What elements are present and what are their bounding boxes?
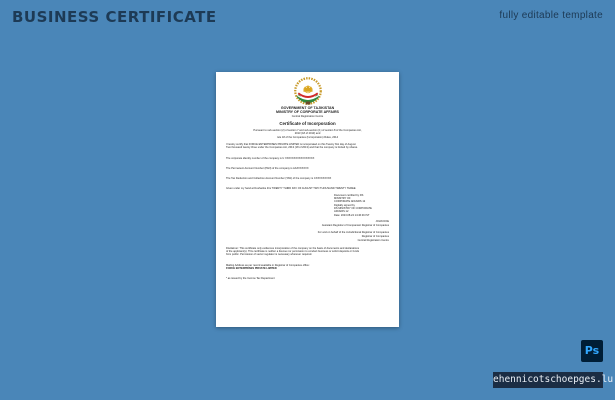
- ministry-line: MINISTRY OF CORPORATE AFFAIRS: [276, 110, 339, 115]
- digital-signature-block: [334, 194, 389, 217]
- page-subtitle: fully editable template: [499, 10, 603, 21]
- signature-line-6: AFFAIRS 12: [334, 210, 349, 214]
- pursuant-line-2: 2013 (18 of 2013) and: [294, 132, 321, 136]
- signature-line-1: Document certified by DS: [334, 193, 364, 197]
- issued-note: * as issued by the Income Tax Department: [226, 277, 275, 281]
- signature-line-3: CORPORATE AFFAIRS 12: [334, 200, 366, 204]
- disclaimer-line-3: from public. Permission of sector regulator is necessary wherever required.: [226, 253, 313, 257]
- mailing-line-1: Mailing Address as per record available in Registrar of Companies office:: [226, 263, 310, 267]
- behalf-line-3: Central Registration Centre: [357, 239, 389, 243]
- pan-line: The Permanent Account Number (PAN) of the company is AAXXXXXXX: [226, 166, 309, 170]
- cin-line: The corporate identity number of the company is U XXXXXXXXXXXXXXXXX: [226, 156, 315, 160]
- certificate-heading: Certificate of Incorporation: [279, 121, 336, 127]
- page-title: BUSINESS CERTIFICATE: [12, 8, 217, 26]
- hereby-line-2: Two thousand twenty three under the Companies Act, 2013 (18 of 2013) and that the company is limited by shares.: [226, 146, 358, 150]
- certificate-document: [216, 72, 399, 327]
- hereby-line-1: I hereby certify that FORCE ENTERPRISES PRIVATE LIMITED is incorporated on this Twenty first day of August: [226, 143, 356, 146]
- mailing-company: FORCE ENTERPRISES PRIVATE LIMITED: [226, 267, 277, 271]
- given-line: Given under my hand at Dushanbe this TWENTY THIRD DAY OF AUGUST TWO THOUSAND TWENTY THREE: [226, 187, 356, 191]
- watermark-badge: ehennicotschoepges.lu: [493, 372, 603, 388]
- signature-line-2: MINISTRY OF: [334, 197, 351, 201]
- pursuant-line-3: rule 18 of the Companies (Incorporation) Rules, 2014: [276, 135, 339, 139]
- pursuant-line-1: Pursuant to sub-section (2) of section 7 and sub-section (1) of section 8 of the Companies Act,: [253, 129, 362, 133]
- signature-line-5: DS MINISTRY OF CORPORATE: [334, 206, 372, 210]
- government-line: GOVERNMENT OF TAJIKISTAN: [280, 106, 335, 110]
- tajikistan-coat-of-arms-icon: [293, 76, 323, 106]
- disclaimer-line-2: of the applicant(s). This certificate is neither a license nor permission to conduct business or solicit deposits or funds: [226, 250, 360, 254]
- signature-line-7: Date: 2023.08.24 14:46:46 IST: [334, 213, 370, 217]
- signature-line-4: Digitally signed by: [334, 203, 355, 207]
- signatory-name: JOHN DOE: [375, 219, 389, 223]
- signatory-title: Assistant Registrar of Companies/ Registrar of Companies: [321, 223, 389, 227]
- photoshop-icon: Ps: [581, 340, 603, 362]
- registration-centre: Central Registration Centre: [291, 114, 324, 118]
- tan-line: The Tax Deduction and Collection Account Number (TAN) of the company is CXXXXXXXXX: [226, 177, 332, 181]
- behalf-line-2: Registrar of Companies: [361, 235, 389, 239]
- disclaimer-line-1: Disclaimer: This certificate only evidences incorporation of the company on the basis of documents and declarations: [226, 246, 360, 250]
- behalf-line-1: For and on behalf of the Jurisdictional Registrar of Companies: [317, 231, 389, 235]
